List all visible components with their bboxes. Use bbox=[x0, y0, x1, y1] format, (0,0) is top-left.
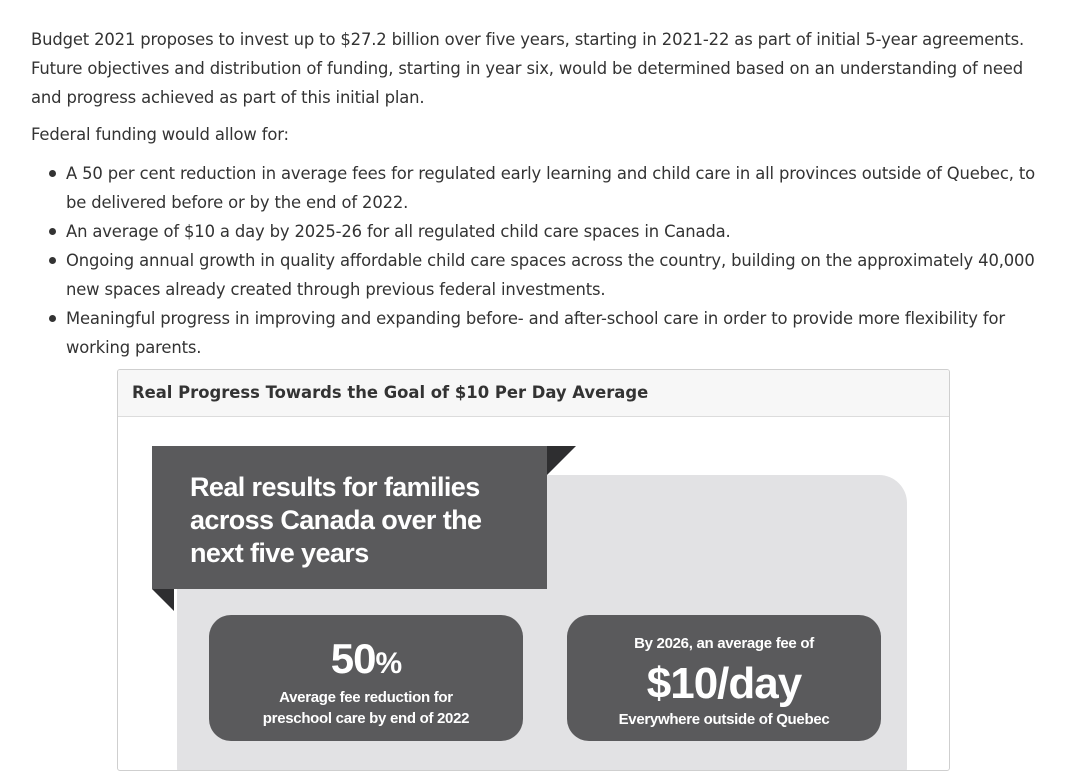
funding-bullet-list bbox=[31, 159, 1041, 362]
ten-dollar-value: $10/day bbox=[646, 659, 802, 708]
lead-paragraph: Federal funding would allow for: bbox=[31, 125, 289, 144]
figure-caption: Real Progress Towards the Goal of $10 Per Day Average bbox=[118, 370, 949, 417]
list-item bbox=[31, 304, 1041, 362]
bullet-icon bbox=[49, 315, 56, 322]
fee-reduction-caption-line: Average fee reduction for bbox=[279, 689, 453, 706]
list-item-text: Ongoing annual growth in quality affordable child care spaces across the country, building on the approximately 40,000 new spaces already created through previous federal investments. bbox=[66, 251, 1035, 299]
ribbon-fold-top bbox=[547, 446, 576, 475]
list-item bbox=[31, 217, 1041, 246]
fee-reduction-caption-line: preschool care by end of 2022 bbox=[262, 710, 470, 727]
ribbon-fold-bottom bbox=[152, 589, 174, 611]
list-item-text: An average of $10 a day by 2025-26 for all regulated child care spaces in Canada. bbox=[66, 222, 731, 241]
ten-dollar-caption: Everywhere outside of Quebec bbox=[618, 711, 830, 728]
ten-dollar-stat-card bbox=[567, 615, 881, 741]
bullet-icon bbox=[49, 170, 56, 177]
list-item bbox=[31, 159, 1041, 217]
fee-reduction-stat-card bbox=[209, 615, 523, 741]
figure-panel bbox=[117, 369, 950, 771]
fee-reduction-number: 50 bbox=[330, 635, 376, 682]
fee-reduction-unit: % bbox=[375, 647, 402, 680]
intro-paragraph: Budget 2021 proposes to invest up to $27.2 billion over five years, starting in 2021-22 as part of initial 5-year agreements. Future objectives and distribution of funding, starting in year six, would be determined based on an understanding of need and progress achieved as part of this initial plan. bbox=[31, 30, 1025, 107]
infographic bbox=[118, 417, 949, 771]
list-item bbox=[31, 246, 1041, 304]
bullet-icon bbox=[49, 228, 56, 235]
bullet-icon bbox=[49, 257, 56, 264]
fee-reduction-value bbox=[209, 635, 523, 688]
banner-headline: Real results for families across Canada over the next five years bbox=[190, 472, 482, 568]
list-item-text: A 50 per cent reduction in average fees for regulated early learning and child care in all provinces outside of Quebec, to be delivered before or by the end of 2022. bbox=[66, 164, 1036, 212]
list-item-text: Meaningful progress in improving and expanding before- and after-school care in order to provide more flexibility for working parents. bbox=[66, 309, 1005, 357]
ten-dollar-intro: By 2026, an average fee of bbox=[634, 635, 814, 652]
fee-reduction-caption bbox=[209, 687, 523, 729]
